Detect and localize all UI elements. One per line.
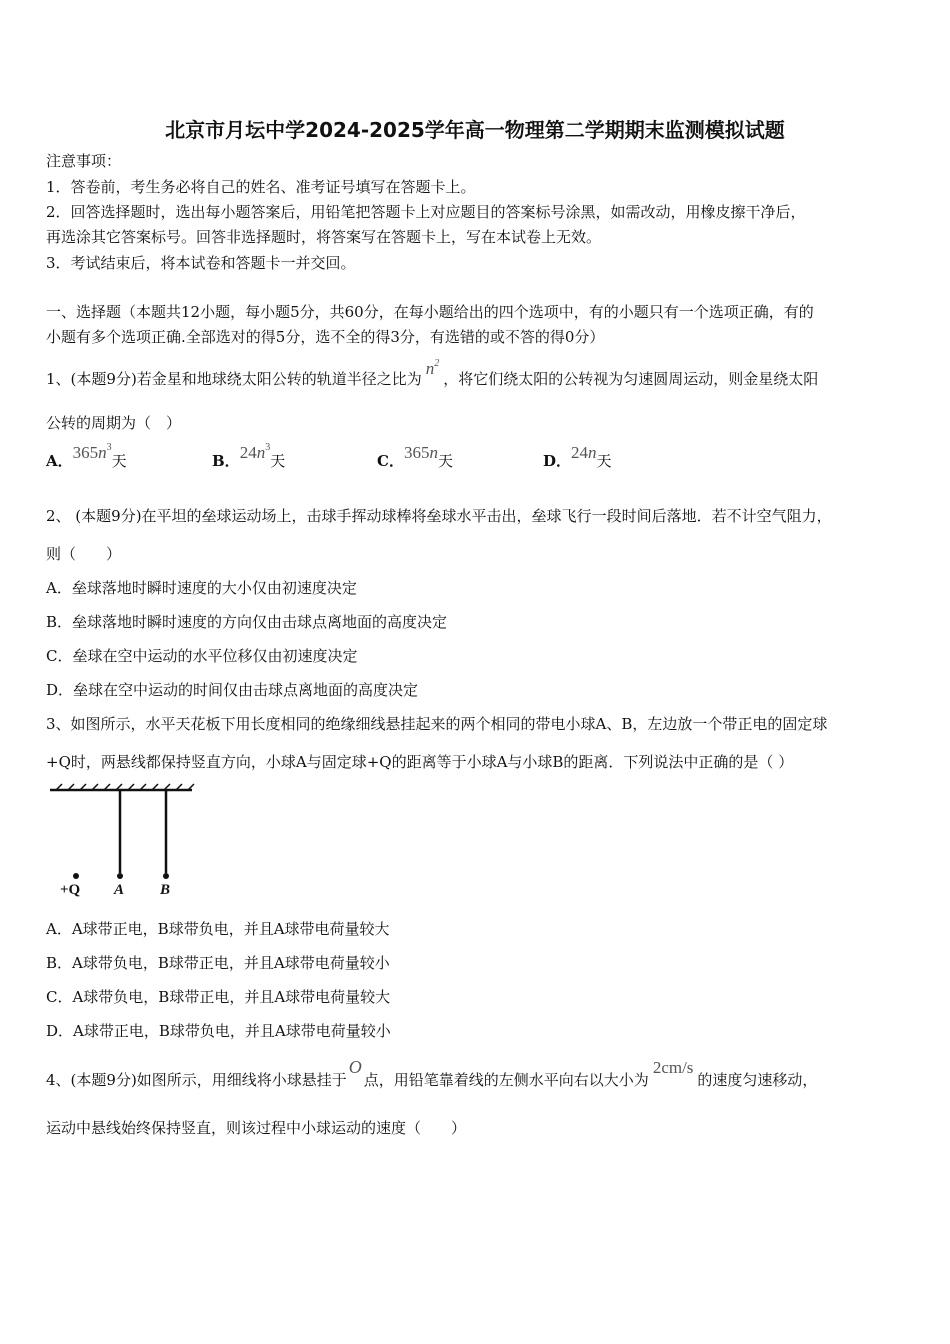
q4-stem-line-1 (46, 1057, 818, 1089)
q1-option-c[interactable]: C．365n天 (377, 443, 453, 470)
q1-option-b-formula: $24n^3$ (239, 442, 271, 462)
q4-speed: 2cm/s (652, 1058, 694, 1077)
q3-option-a[interactable]: A．A球带正电，B球带负电，并且A球带电荷量较大 (46, 920, 390, 938)
q1-option-b[interactable]: B．$24n^3$天 (212, 442, 286, 470)
q4-stem-pre: 4、(本题9分)如图所示，用细线将小球悬挂于 (46, 1071, 347, 1089)
q1-stem-post: ，将它们绕太阳的公转视为匀速圆周运动，则金星绕太阳 (443, 370, 819, 388)
note-2-line-1: 2．回答选择题时，选出每小题答案后，用铅笔把答题卡上对应题目的答案标号涂黑，如需改动，用橡皮擦干净后， (46, 203, 806, 221)
q2-stem-line-2: 则（ ） (46, 545, 122, 563)
q4-stem-line-2: 运动中悬线始终保持竖直，则该过程中小球运动的速度（ ） (46, 1119, 467, 1137)
q3-stem-line-1: 3、如图所示，水平天花板下用长度相同的绝缘细线悬挂起来的两个相同的带电小球A、B，左边放一个带正电的固定球 (46, 715, 828, 733)
note-1: 1．答卷前，考生务必将自己的姓名、准考证号填写在答题卡上。 (46, 178, 476, 196)
q3-option-d[interactable]: D．A球带正电，B球带负电，并且A球带电荷量较小 (46, 1022, 391, 1040)
q2-stem-line-1: 2、 (本题9分)在平坦的垒球运动场上，击球手挥动球棒将垒球水平击出，垒球飞行一段时间后落地．若不计空气阻力， (46, 507, 832, 525)
section-instructions-line-1: 一、选择题（本题共12小题，每小题5分，共60分，在每小题给出的四个选项中，有的小题只有一个选项正确，有的 (46, 303, 814, 321)
q3-option-c[interactable]: C．A球带负电，B球带正电，并且A球带电荷量较大 (46, 988, 391, 1006)
q2-option-d[interactable]: D．垒球在空中运动的时间仅由击球点离地面的高度决定 (46, 681, 419, 699)
q4-stem-post: 的速度匀速移动， (697, 1071, 818, 1089)
q3-stem-line-2: +Q时，两悬线都保持竖直方向，小球A与固定球+Q的距离等于小球A与小球B的距离．下列说法中正确的是（ ） (46, 753, 794, 771)
page-title: 北京市月坛中学2024-2025学年高一物理第二学期期末监测模拟试题 (165, 118, 785, 142)
ball-q (73, 873, 79, 879)
note-2-line-2: 再选涂其它答案标号。回答非选择题时，将答案写在答题卡上，写在本试卷上无效。 (46, 228, 602, 246)
q1-stem-line-1 (46, 358, 819, 388)
q1-option-d[interactable]: D．24n天 (543, 443, 612, 470)
q1-ratio-formula: $n^2$ (425, 358, 440, 378)
q4-point-o: O (348, 1057, 362, 1077)
q1-option-c-formula: 365n (403, 443, 438, 462)
q1-stem-line-2: 公转的周期为（ ） (46, 414, 182, 432)
notes-heading: 注意事项： (46, 152, 122, 170)
label-b: B (160, 882, 171, 898)
label-plus-q: +Q (60, 882, 81, 898)
q1-option-a-formula: $365n^3$ (72, 442, 112, 462)
q2-option-c[interactable]: C．垒球在空中运动的水平位移仅由初速度决定 (46, 647, 358, 665)
ball-b (163, 873, 169, 879)
q3-option-b[interactable]: B．A球带负电，B球带正电，并且A球带电荷量较小 (46, 954, 390, 972)
q1-option-a[interactable]: A．$365n^3$天 (46, 442, 127, 470)
q4-stem-mid: 点，用铅笔靠着线的左侧水平向右以大小为 (363, 1071, 649, 1089)
q1-option-d-formula: 24n (571, 443, 597, 462)
q1-stem-pre: 1、(本题9分)若金星和地球绕太阳公转的轨道半径之比为 (46, 370, 422, 388)
ball-a (117, 873, 123, 879)
label-a: A (114, 882, 125, 898)
note-3: 3．考试结束后，将本试卷和答题卡一并交回。 (46, 254, 356, 272)
q3-figure (46, 782, 206, 900)
section-instructions-line-2: 小题有多个选项正确.全部选对的得5分，选不全的得3分，有选错的或不答的得0分） (46, 328, 605, 346)
q2-option-a[interactable]: A．垒球落地时瞬时速度的大小仅由初速度决定 (46, 579, 357, 597)
q2-option-b[interactable]: B．垒球落地时瞬时速度的方向仅由击球点离地面的高度决定 (46, 613, 448, 631)
